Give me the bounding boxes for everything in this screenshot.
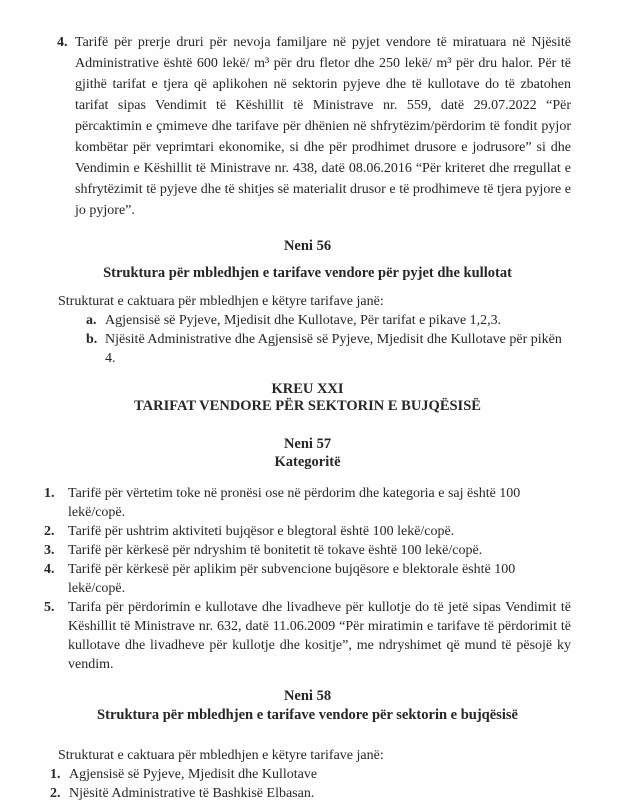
neni58-numbered-list	[44, 765, 571, 803]
list-item	[50, 784, 571, 803]
neni58-lead-sentence: Strukturat e caktuara për mbledhjen e këtyre tarifave janë:	[58, 748, 384, 763]
section-title-neni-58: Neni 58	[283, 688, 332, 704]
section-subtitle-neni-58: Struktura për mbledhjen e tarifave vendore për sektorin e bujqësisë	[97, 707, 518, 723]
neni57-numbered-list	[44, 484, 571, 674]
list-item-text: Tarifa për përdorimin e kullotave dhe livadheve për kullotje do të jetë sipas Vendimit të Këshillit të Ministrave nr. 632, datë 11.06.2009 “Për miratimin e tarifave të përdorimit të kullotave dhe livadheve për kullotje dhe kositje”, me ndryshimet që mund të pësojë ky vendim.	[68, 600, 571, 672]
list-item-number: 1.	[44, 486, 55, 501]
list-item-text: Tarifë për prerje druri për nevoja familjare në pyjet vendore të miratuara në Njësitë Administrative është 600 lekë/ m³ për dru fletor dhe 250 lekë/ m³ për dru halor. Për të gjithë tarifat e tjera që aplikohen në sektorin pyjeve dhe të kullotave do të zbatohen tarifat sipas Vendimit të Këshillit të Ministrave nr. 559, datë 29.07.2022 “Për përcaktimin e çmimeve dhe tarifave për dhënien në shfrytëzim/përdorim të fondit pyjor kombëtar për veprimtari ekonomike, si dhe për prodhimet drusore e jodrusore” si dhe Vendimin e Këshillit të Ministrave nr. 438, datë 08.06.2016 “Për kriteret dhe rregullat e shfrytëzimit të pyjeve dhe të shitjes së materialit drusor e të prodhimeve të tjera pyjore e jo pyjore”.	[75, 35, 571, 218]
list-item	[44, 522, 571, 541]
list-item-text: Tarifë për kërkesë për aplikim për subvencione bujqësore e blektorale është 100 lekë/copë.	[68, 562, 516, 596]
list-item-number: 4.	[44, 562, 55, 577]
chapter-heading	[44, 381, 571, 415]
list-item-number: 1.	[50, 767, 61, 782]
section-subtitle-neni-56: Struktura për mbledhjen e tarifave vendore për pyjet dhe kullotat	[103, 265, 512, 281]
list-item-number: 3.	[44, 543, 55, 558]
list-item-text: Tarifë për kërkesë për ndryshim të bonitetit të tokave është 100 lekë/copë.	[68, 543, 483, 558]
list-item-number: 5.	[44, 600, 55, 615]
list-item-letter: a.	[86, 313, 97, 328]
list-item-number: 2.	[44, 524, 55, 539]
intro-list-item	[57, 32, 571, 221]
section-title-neni-56: Neni 56	[283, 238, 332, 254]
list-item-number: 4.	[57, 35, 68, 50]
neni56-lettered-list	[44, 311, 571, 368]
list-item-text: Tarifë për ushtrim aktiviteti bujqësor e blegtoral është 100 lekë/copë.	[68, 524, 455, 539]
list-item	[86, 311, 571, 330]
list-item-text: Njësitë Administrative dhe Agjensisë së Pyjeve, Mjedisit dhe Kullotave për pikën 4.	[105, 332, 562, 366]
chapter-title: TARIFAT VENDORE PËR SEKTORIN E BUJQËSISË	[134, 398, 481, 414]
list-item	[44, 541, 571, 560]
section-subtitle-neni-57: Kategoritë	[274, 454, 341, 470]
neni56-lead-sentence: Strukturat e caktuara për mbledhjen e këtyre tarifave janë:	[58, 294, 384, 309]
list-item	[44, 598, 571, 674]
list-item	[44, 560, 571, 598]
list-item-text: Agjensisë së Pyjeve, Mjedisit dhe Kullotave, Për tarifat e pikave 1,2,3.	[105, 313, 502, 328]
chapter-number: KREU XXI	[271, 381, 344, 397]
list-item-text: Agjensisë së Pyjeve, Mjedisit dhe Kullotave	[69, 767, 318, 782]
list-item-letter: b.	[86, 332, 98, 347]
list-item	[50, 765, 571, 784]
section-title-neni-57: Neni 57	[283, 436, 332, 452]
list-item-text: Njësitë Administrative të Bashkisë Elbasan.	[69, 786, 315, 801]
list-item-text: Tarifë për vërtetim toke në pronësi ose në përdorim dhe kategoria e saj është 100 lekë/copë.	[68, 486, 521, 520]
list-item	[44, 484, 571, 522]
list-item	[86, 330, 571, 368]
list-item-number: 2.	[50, 786, 61, 801]
